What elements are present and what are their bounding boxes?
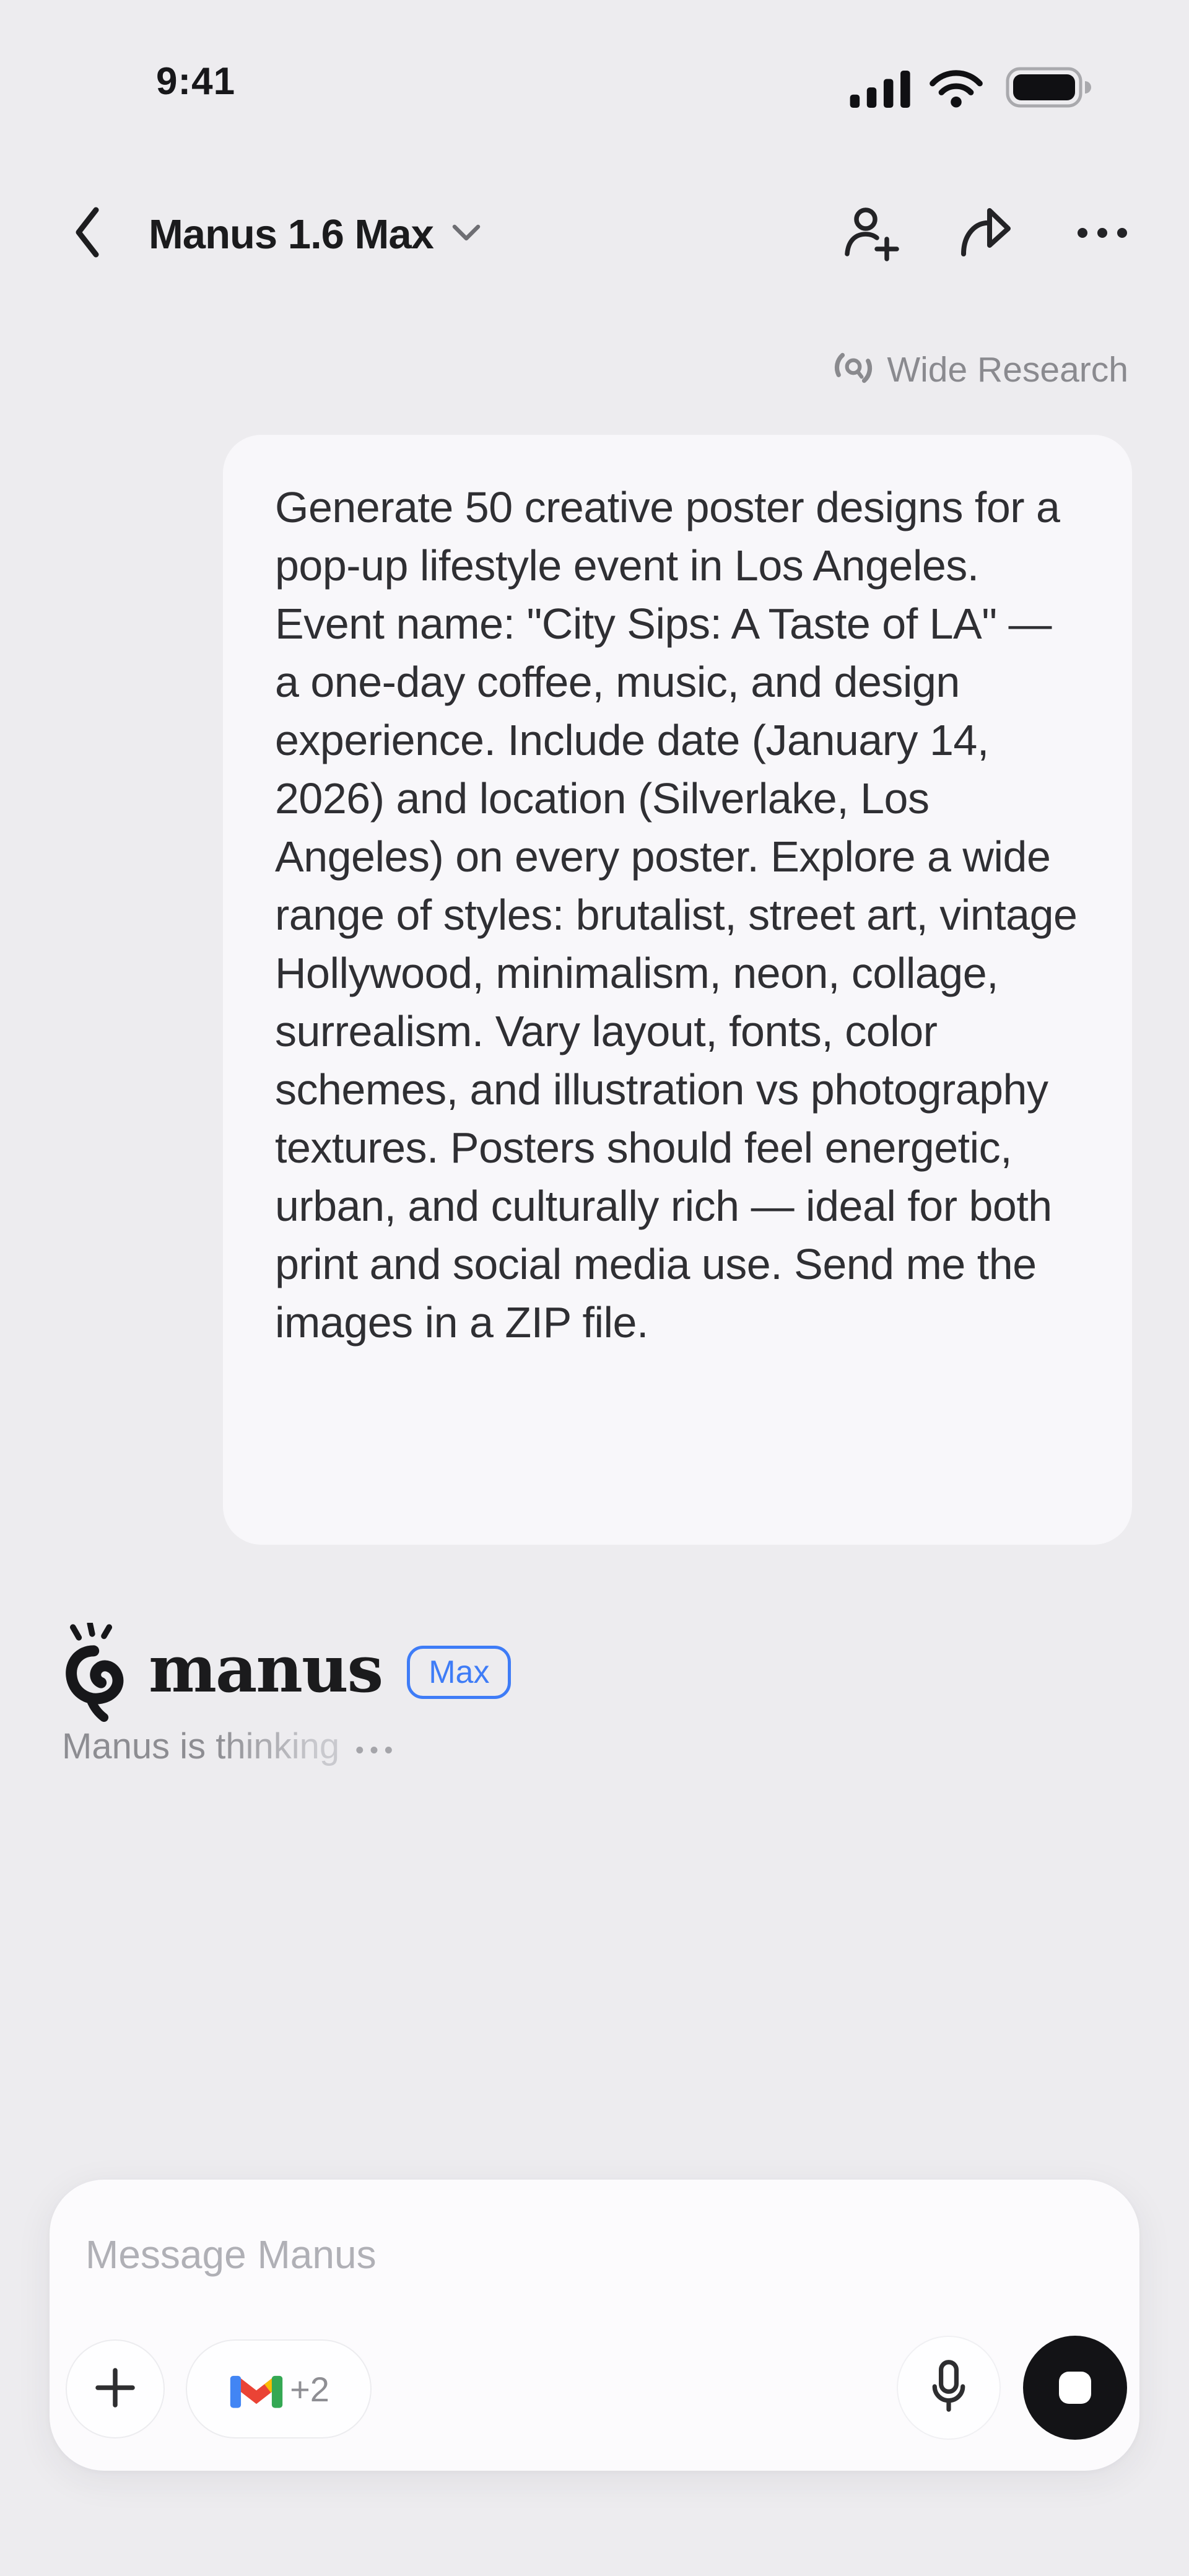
microphone-icon [930, 2359, 968, 2417]
connectors-count-label: +2 [290, 2369, 329, 2409]
user-message-text: Generate 50 creative poster designs for a pop-up lifestyle event in Los Angeles. Event name: "City Sips: A Taste of LA" — a one-day coffee, music, and design experience. Include date (January 14, 2026) and location (Silverlake, Los Angeles) on every poster. Explore a wide range of styles: brutalist, street art, vintage Hollywood, minimalism, neon, collage, surrealism. Vary layout, fonts, color schemes, and illustration vs photography textures. Posters should feel energetic, urban, and culturally rich — ideal for both print and social media use. Send me the images in a ZIP file. [275, 483, 1078, 1347]
wifi-icon [929, 68, 983, 111]
share-icon [955, 202, 1017, 267]
message-input[interactable]: Message Manus [85, 2232, 377, 2277]
invite-button[interactable] [835, 199, 904, 269]
battery-icon [1006, 67, 1094, 111]
thinking-status [62, 1726, 399, 1767]
nav-actions [835, 197, 1137, 271]
manus-logo-icon [59, 1623, 134, 1722]
max-badge: Max [407, 1646, 511, 1699]
wide-research-icon [832, 347, 874, 392]
chevron-down-icon [452, 224, 481, 245]
wide-research-label: Wide Research [887, 349, 1128, 390]
thinking-dots-icon: ••• [355, 1737, 399, 1763]
stop-icon [1059, 2372, 1091, 2404]
clock-label: 9:41 [156, 60, 236, 103]
wide-research-chip[interactable] [832, 347, 1128, 392]
share-button[interactable] [951, 199, 1021, 269]
page-title: Manus 1.6 Max [149, 211, 433, 258]
model-selector[interactable] [149, 197, 481, 271]
connectors-button[interactable] [186, 2339, 372, 2438]
chevron-left-icon [74, 206, 101, 261]
back-button[interactable] [59, 206, 115, 261]
cellular-signal-icon [850, 69, 915, 112]
more-button[interactable] [1068, 199, 1137, 269]
attach-button[interactable] [66, 2339, 165, 2438]
user-message-bubble [223, 435, 1132, 1545]
stop-button[interactable] [1023, 2336, 1127, 2440]
thinking-label: Manus is thinking [62, 1726, 340, 1766]
nav-bar [0, 197, 1189, 271]
ellipsis-icon [1076, 227, 1128, 242]
gmail-icon [228, 2365, 285, 2414]
composer-card [50, 2180, 1139, 2471]
person-add-icon [838, 202, 900, 267]
mic-button[interactable] [897, 2336, 1001, 2440]
manus-wordmark: manus [149, 1631, 383, 1707]
plus-icon [94, 2367, 136, 2412]
assistant-header [59, 1610, 511, 1734]
